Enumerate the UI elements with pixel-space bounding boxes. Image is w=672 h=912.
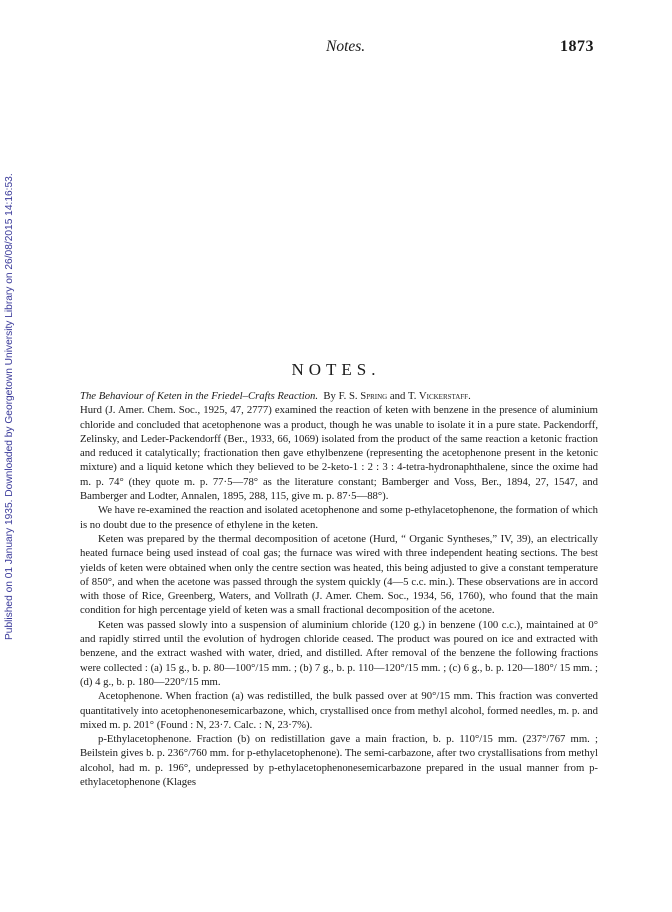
running-title: Notes.	[326, 38, 366, 55]
article-heading	[80, 389, 598, 403]
article-title: The Behaviour of Keten in the Friedel–Crafts Reaction.	[80, 390, 319, 402]
paragraph-3: Keten was prepared by the thermal decomposition of acetone (Hurd, “ Organic Syntheses,” IV, 39), an electrically heated furnace being used instead of coal gas; the furnace was wired with three independent heating sections. The best yields of keten were obtained when only the centre section was heated, this being adjusted to give a constant temperature of 850°, and when the acetone was passed through the system quickly (4—5 c.c. min.). These observations are in accord with those of Rice, Greenberg, Waters, and Vollrath (J. Amer. Chem. Soc., 1934, 56, 1760), who found that the main condition for high percentage yield of keten was a small fractional decomposition of the acetone.	[80, 532, 598, 617]
provenance-side-note[interactable]: Published on 01 January 1935. Downloaded by Georgetown University Library on 26/08/2015 14:16:53.	[4, 173, 15, 640]
byline-and: and	[389, 390, 406, 402]
page-number: 1873	[560, 38, 594, 55]
paragraph-1: Hurd (J. Amer. Chem. Soc., 1925, 47, 2777) examined the reaction of keten with benzene in the presence of aluminium chloride and concluded that acetophenone was a product, though he was unable to isolate it in a pure state. Packendorff, Zelinsky, and Leder-Packendorff (Ber., 1933, 66, 1069) isolated from the product of the same reaction a ketonic fraction and reduced it catalytically; fractionation then gave ethylbenzene (representing the acetophenone present in the ketonic mixture) and a liquid ketone which they believed to be 2-keto-1 : 2 : 3 : 4-tetra-hydronaphthalene, since the oxime had m. p. 74° (they quote m. p. 77·5—78° as the literature constant; Bamberger and Voss, Ber., 1894, 27, 1547, and Bamberger and Lodter, Annalen, 1895, 288, 115, give m. p. 87·5—88°).	[80, 404, 598, 503]
section-title: NOTES.	[291, 360, 381, 379]
article	[80, 389, 598, 789]
paragraph-5: Acetophenone. When fraction (a) was redistilled, the bulk passed over at 90°/15 mm. This fraction was converted quantitatively into acetophenonesemicarbazone, which, crystallised once from methyl alcohol, formed needles, m. p. and mixed m. p. 201° (Found : N, 23·7. Calc. : N, 23·7%).	[80, 690, 598, 731]
paragraph-6: p-Ethylacetophenone. Fraction (b) on redistillation gave a main fraction, b. p. 110°/15 mm. (237°/767 mm. ; Beilstein gives b. p. 236°/760 mm. for p-ethylacetophenone). The semi-carbazone, after two crystallisations from methyl alcohol, had m. p. 196°, undepressed by p-ethylacetophenonesemicarbazone prepared in the usual manner from p-ethylacetophenone (Klages	[80, 733, 598, 789]
author-vickerstaff: T. Vickerstaff.	[408, 390, 471, 402]
paragraph-2: We have re-examined the reaction and isolated acetophenone and some p-ethylacetophenone, the formation of which is no doubt due to the presence of ethylene in the keten.	[80, 504, 598, 531]
byline-by: By	[323, 390, 336, 402]
paragraph-4: Keten was passed slowly into a suspension of aluminium chloride (120 g.) in benzene (100 c.c.), maintained at 0° and rapidly stirred until the evolution of hydrogen chloride ceased. The product was poured on ice and extracted with benzene, and the extract washed with water, dried, and distilled. After removal of the benzene the following fractions were collected : (a) 15 g., b. p. 80—100°/15 mm. ; (b) 7 g., b. p. 110—120°/15 mm. ; (c) 6 g., b. p. 120—180°/ 15 mm. ; (d) 4 g., b. p. 180—220°/15 mm.	[80, 618, 598, 688]
author-spring: F. S. Spring	[338, 390, 388, 402]
